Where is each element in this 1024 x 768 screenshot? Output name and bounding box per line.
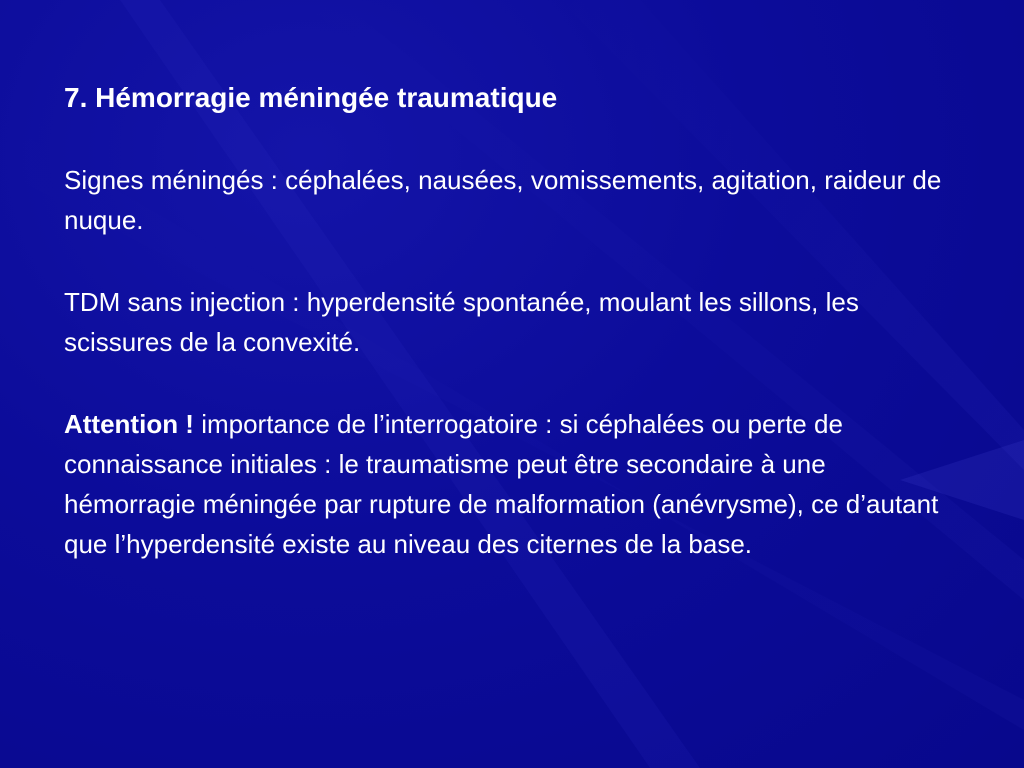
paragraph-signes bbox=[64, 160, 964, 240]
slide-content bbox=[64, 78, 964, 606]
attention-label: Attention ! bbox=[64, 409, 194, 439]
paragraph-text: importance de l’interrogatoire : si céphalées ou perte de connaissance initiales : le traumatisme peut être secondaire à une hémorragie méningée par rupture de malformation (anévrysme), ce d’autant que l’hyperdensité existe au niveau des citernes de la base. bbox=[64, 409, 939, 559]
paragraph-tdm bbox=[64, 282, 964, 362]
paragraph-text: TDM sans injection : hyperdensité spontanée, moulant les sillons, les scissures de la convexité. bbox=[64, 287, 859, 357]
paragraph-text: Signes méningés : céphalées, nausées, vomissements, agitation, raideur de nuque. bbox=[64, 165, 942, 235]
paragraph-attention bbox=[64, 404, 964, 564]
slide-title: 7. Hémorragie méningée traumatique bbox=[64, 82, 558, 113]
